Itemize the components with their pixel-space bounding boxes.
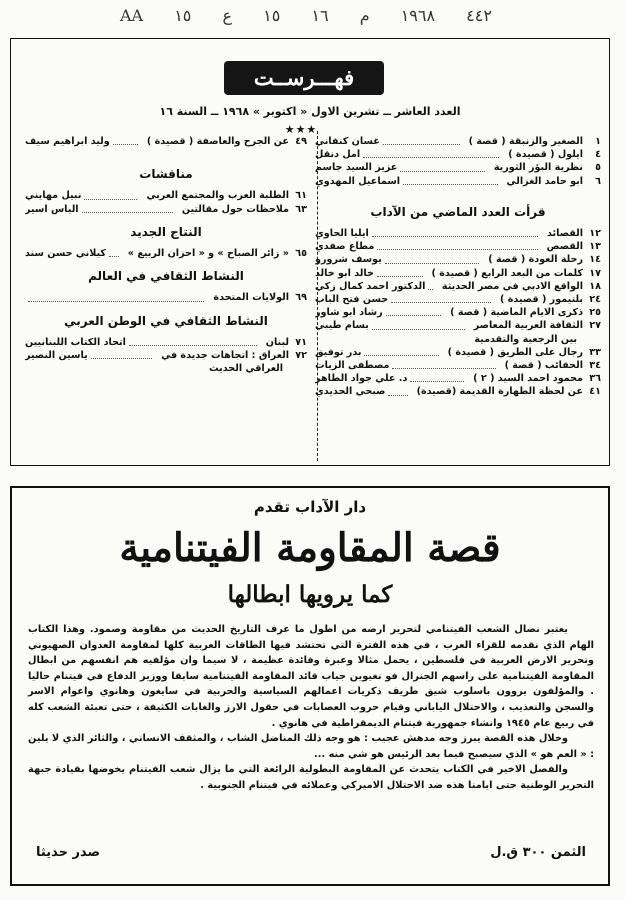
toc-page-number: ٦٣ [295, 203, 307, 215]
toc-page-number: ٦ [595, 175, 601, 187]
ad-subtitle: كما يرويها ابطالها [227, 581, 393, 608]
dot-leader [84, 189, 137, 199]
dot-leader [363, 148, 499, 158]
last-entry-continuation: العراقي الحديث [209, 363, 283, 375]
toc-page-number: ٤٩ [295, 136, 307, 147]
toc-entry [25, 247, 307, 260]
toc-entry-author: د. علي جواد الطاهر [315, 373, 408, 385]
toc-page-number: ٦٩ [295, 292, 307, 304]
toc-entry [315, 359, 601, 372]
toc-entry [25, 336, 307, 349]
left-sections [25, 168, 307, 362]
toc-entry-title: محمود احمد السيد ( ٢ ) [473, 373, 583, 385]
hand-note: AA [120, 6, 144, 25]
toc-entry-title: العراق : اتجاهات جديدة في [161, 350, 289, 362]
dot-leader [392, 359, 495, 369]
dot-leader [400, 161, 485, 171]
toc-page-number: ١ [595, 136, 601, 147]
toc-entry-title: الثقافة العربية المعاصر [473, 320, 583, 332]
toc-entry [315, 175, 601, 188]
section-title: قرأت العدد الماضي من الآداب [370, 204, 546, 219]
toc-entry-author: وليد ابراهيم سيف [25, 136, 110, 147]
toc-entry [25, 203, 307, 216]
review-list [315, 227, 601, 333]
toc-entry-title: القصص [546, 241, 583, 253]
dot-leader [383, 135, 460, 145]
issue-line: العدد العاشر ــ تشرين الاول « اكتوبر » ١٩٦٨ ــ السنة ١٦ [159, 105, 461, 118]
toc-entry-title: عن لحظة الطهارة القديمة (قصيدة) [416, 386, 583, 398]
toc-page-number: ٧٢ [295, 350, 307, 362]
toc-page-number: ٢٥ [589, 307, 601, 319]
hand-note: ١٥ [174, 6, 192, 25]
toc-entry-title: نظرية البؤر الثورية [493, 162, 583, 174]
toc-entry-author: كيلاني حسن سند [25, 248, 106, 260]
toc-entry-author: اسماعيل المهدوي [315, 175, 401, 187]
toc-entry-author: بسام طيبي [315, 320, 369, 332]
toc-page-number: ٧١ [295, 336, 307, 348]
toc-entry-title: رجال على الطريق ( قصيدة ) [447, 346, 583, 358]
toc-entry-title: ملاحظات حول مقالتين [181, 203, 289, 215]
hand-note: م [359, 6, 370, 25]
toc-entry-title: « زائر الصباح » و « احزان الربيع » [127, 248, 289, 260]
toc-entry-title: الحقائب ( قصة ) [504, 360, 583, 372]
dot-leader [388, 385, 407, 395]
ad-paragraph: يعتبر نضال الشعب الفيتنامي لتحرير ارضه من اطول ما عرف التاريخ الحديث من مقاومة وصمود. وهذا الكتاب الهام الذي نقدمه للقراء العرب ، في هذه الفترة التي تحتشد فيها الطاقات العربية كلها لمقاومة العدوان الصهيوني وتحرير الارض العربية في فلسطين ، يحمل مثالا وعبرة وفائدة عظيمة ، لا سيما وان مؤلفيه هم انفسهم من ابطال المقاومة الفيتنامية على راسهم الجنرال فو نغيوين جياب قائد المقاومة الفيتنامية سابقا ووزير الدفاع في فيتنام حاليا . والمؤلفون يروون باسلوب شيق طريف ذكريات اعمالهم السياسية والحربية في سايغون وهانوي واعوام الاسر والسجن والتعذيب ، والاحتلال الياباني وقيام حروب العصابات في حقول الارز والغابات الكثيفة ، حتى تعبئة الشعب كله في ربيع عام ١٩٤٥ وانشاء جمهورية فيتنام الديمقراطية في هانوي . [28, 624, 594, 729]
toc-page-number: ٣٤ [589, 360, 601, 372]
right-bottom-list [315, 346, 601, 399]
toc-entry [315, 280, 601, 293]
toc-entry-author: بدر توفيق [315, 346, 362, 358]
toc-entry [315, 148, 601, 161]
toc-entry-author: يوسف شرورو [315, 254, 382, 266]
dot-leader [385, 253, 480, 263]
dot-leader [410, 372, 464, 382]
table-of-contents [10, 38, 610, 466]
toc-page-number: ٥ [595, 162, 601, 174]
toc-page-number: ١٢ [589, 228, 601, 240]
toc-entry [315, 306, 601, 319]
section-entries [25, 336, 307, 362]
dot-leader [91, 349, 152, 359]
ad-price: الثمن ٣٠٠ ق.ل [490, 845, 586, 860]
toc-entry-title: الصغير والزنبقة ( قصة ) [468, 136, 583, 147]
toc-entry-author: امل دنقل [315, 149, 361, 161]
ad-paragraph: والفصل الاخير في الكتاب يتحدث عن المقاومة البطولية الرائعة التي ما يزال شعب الفيتنام يخوضها بقيادة جبهة التحرير الوطنية حتى ايامنا هذه ضد الاحتلال الاميركي وعملائه في فيتنام الجنوبية . [28, 764, 594, 791]
toc-page-number: ٦١ [295, 190, 307, 202]
dot-leader [391, 293, 491, 303]
toc-page-number: ٣٣ [589, 346, 601, 358]
toc-entry-title: عن الجرح والعاصفة ( قصيدة ) [146, 136, 289, 147]
toc-entry-author: رشاد ابو شاور [315, 307, 383, 319]
toc-entry-author: مطاع صفدي [315, 241, 375, 253]
toc-entry [315, 319, 601, 332]
toc-entry [315, 161, 601, 174]
toc-left-column [25, 135, 307, 375]
toc-page-number: ٢٧ [589, 320, 601, 332]
toc-entry-title: ايلول ( قصيدة ) [508, 149, 583, 161]
dot-leader [377, 267, 423, 277]
dot-leader [372, 227, 538, 237]
toc-entry [25, 135, 307, 148]
toc-entry [25, 349, 307, 362]
toc-entry-author: الياس اسير [25, 203, 79, 215]
toc-page-number: ١٨ [589, 280, 601, 292]
toc-entry-author: غسان كنفاني [315, 136, 380, 147]
toc-page-number: ٦٥ [295, 248, 307, 260]
dot-leader [377, 240, 537, 250]
toc-banner: فهـــرســت [224, 61, 384, 95]
section-title: النتاج الجديد [130, 224, 202, 239]
hand-note: ٤٤٢ [466, 6, 492, 25]
ad-body [28, 622, 594, 794]
review-continuation: بين الرجعية والتقدمية [474, 333, 577, 345]
toc-entry-title: الواقع الادبي في مصر الحديثة [441, 280, 583, 292]
dot-leader [428, 280, 432, 290]
dot-leader [28, 291, 204, 301]
toc-entry [315, 240, 601, 253]
section-title: النشاط الثقافي في الوطن العربي [64, 313, 268, 328]
toc-entry [315, 372, 601, 385]
toc-page-number: ٢٤ [589, 294, 601, 306]
toc-entry [315, 346, 601, 359]
toc-entry [315, 253, 601, 266]
book-advertisement [10, 486, 610, 886]
section-entries [25, 189, 307, 215]
toc-page-number: ١٧ [589, 267, 601, 279]
toc-entry [315, 135, 601, 148]
ad-published-note: صدر حديثا [36, 845, 101, 860]
hand-note: ١٩٦٨ [400, 6, 436, 25]
dot-leader [109, 247, 119, 257]
toc-entry-title: الولايات المتحدة [213, 292, 289, 304]
right-top-list [315, 135, 601, 188]
dot-leader [364, 346, 438, 356]
toc-entry-author: ايليا الحاوي [315, 228, 369, 240]
toc-entry-author: حسن فتح الباب [315, 294, 389, 306]
hand-note: ١٥ [263, 6, 281, 25]
toc-entry [315, 227, 601, 240]
dot-leader [113, 135, 138, 145]
toc-entry [25, 189, 307, 202]
toc-entry-title: ابو حامد الغزالي [506, 175, 583, 187]
handwritten-annotation [120, 6, 510, 26]
ad-paragraph: وخلال هذه القصة يبرز وجه مدهش عجيب : هو وجه ذلك المناضل الشاب ، والمثقف الانساني ، والثائر الذي لا يلين : « العم هو » الذي سيصبح فيما بعد الرئيس هو شي منه ... [28, 733, 594, 760]
ad-title: قصة المقاومة الفيتنامية [119, 525, 501, 571]
toc-entry-author: ياسين النصير [25, 350, 88, 362]
section-entries [25, 291, 307, 304]
toc-entry-author: الدكتور احمد كمال زكي [315, 280, 426, 292]
toc-entry-title: لبنان [265, 336, 289, 348]
toc-entry-author: خالد ابو خالد [315, 267, 374, 279]
dot-leader [372, 319, 465, 329]
toc-entry-author: اتحاد الكتاب اللبنانيين [25, 336, 126, 348]
hand-note: ١٦ [311, 6, 329, 25]
toc-page-number: ٤١ [589, 386, 601, 398]
toc-page-number: ٤ [595, 149, 601, 161]
ad-publisher-line: دار الآداب تقدم [253, 498, 367, 516]
stars-divider: ★★★ [284, 123, 318, 136]
toc-entry [315, 267, 601, 280]
toc-right-column [315, 135, 601, 399]
dot-leader [386, 306, 442, 316]
dot-leader [82, 203, 173, 213]
toc-entry-title: كلمات من البعد الرابع ( قصيدة ) [431, 267, 583, 279]
section-title: مناقشات [139, 167, 193, 182]
toc-entry-title: القصائد [547, 228, 583, 240]
dot-leader [403, 175, 497, 185]
toc-page-number: ٣٦ [589, 373, 601, 385]
toc-entry-author: عزيز السيد جاسم [315, 162, 398, 174]
section-entries [25, 247, 307, 260]
toc-page-number: ١٣ [589, 241, 601, 253]
hand-note: ع [222, 6, 233, 25]
toc-entry-title: رحلة العودة ( قصة ) [488, 254, 583, 266]
left-top-list [25, 135, 307, 148]
toc-entry [25, 291, 307, 304]
toc-entry-author: نبيل مهايني [25, 190, 82, 202]
section-title: النشاط الثقافي في العالم [88, 269, 244, 284]
toc-entry-title: بلتيمور ( قصيدة ) [500, 294, 583, 306]
toc-entry [315, 385, 601, 398]
toc-page-number: ١٤ [589, 254, 601, 266]
toc-entry-author: مصطفى الزيات [315, 360, 390, 372]
toc-entry-title: الطلبة العرب والمجتمع العربي [146, 190, 289, 202]
toc-entry-author: صبحي الحديدي [315, 386, 386, 398]
toc-entry-title: ذكرى الايام الماضية ( قصة ) [450, 307, 583, 319]
toc-entry [315, 293, 601, 306]
dot-leader [129, 336, 257, 346]
